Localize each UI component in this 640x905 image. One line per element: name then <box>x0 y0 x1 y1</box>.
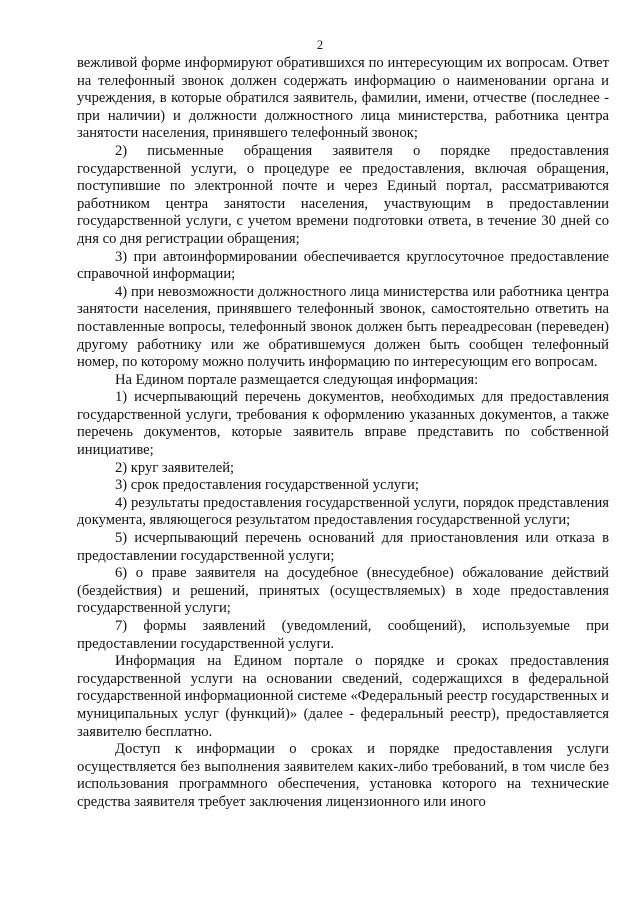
paragraph-access-info: Доступ к информации о сроках и порядке предоставления услуги осуществляется без выполнения заявителем каких-либо требований, в том числе без использования программного обеспечения, установка которого на технические средства заявителя требует заключения лицензионного или иного <box>77 741 609 810</box>
paragraph-item-2: 2) письменные обращения заявителя о порядке предоставления государственной услуги, о процедуре ее предоставления, включая обращения, поступившие по электронной почте и через Единый портал, рассматриваются работником центра занятости населения, участвующим в предоставлении государственной услуги, с учетом времени подготовки ответа, в течение 30 дней со дня со дня регистрации обращения; <box>77 142 609 247</box>
paragraph-portal-item-2: 2) круг заявителей; <box>115 459 235 476</box>
paragraph-portal-item-4: 4) результаты предоставления государственной услуги, порядок представления документа, являющегося результатом предоставления государственной услуги; <box>77 494 609 529</box>
paragraph-portal-item-3: 3) срок предоставления государственной услуги; <box>115 477 419 494</box>
paragraph-item-4: 4) при невозможности должностного лица министерства или работника центра занятости населения, принявшего телефонный звонок, самостоятельно ответить на поставленные вопросы, телефонный звонок должен быть переадресован (переведен) другому работнику или же обратившемуся должен быть сообщен телефонный номер, по которому можно получить информацию по интересующим его вопросам. <box>77 283 609 371</box>
paragraph-portal-item-7: 7) формы заявлений (уведомлений, сообщений), используемые при предоставлении государственной услуги. <box>77 618 609 652</box>
paragraph-portal-item-5: 5) исчерпывающий перечень оснований для приостановления или отказа в предоставлении государственной услуги; <box>77 530 609 564</box>
paragraph-portal-item-1: 1) исчерпывающий перечень документов, необходимых для предоставления государственной услуги, требования к оформлению указанных документов, а также перечень документов, которые заявитель вправе представить по собственной инициативе; <box>77 389 609 459</box>
page-number: 2 <box>316 38 324 52</box>
paragraph-portal-intro: На Едином портале размещается следующая информация: <box>115 371 479 388</box>
document-body <box>77 55 609 812</box>
paragraph-item-3: 3) при автоинформировании обеспечивается круглосуточное предоставление справочной информации; <box>77 248 609 283</box>
paragraph-continuation: вежливой форме информируют обратившихся по интересующим их вопросам. Ответ на телефонный звонок должен содержать информацию о наименовании органа и учреждения, в которые обратился заявитель, фамилии, имени, отчестве (последнее - при наличии) и должности должностного лица министерства, работника центра занятости населения, принявшего телефонный звонок; <box>77 55 609 142</box>
paragraph-registry-info: Информация на Едином портале о порядке и сроках предоставления государственной услуги на основании сведений, содержащихся в федеральной государственной информационной системе «Федеральный реестр государственных и муниципальных услуг (функций)» (далее - федеральный реестр), предоставляется заявителю бесплатно. <box>77 653 609 740</box>
paragraph-portal-item-6: 6) о праве заявителя на досудебное (внесудебное) обжалование действий (бездействия) и решений, принятых (осуществляемых) в ходе предоставления государственной услуги; <box>77 565 609 617</box>
